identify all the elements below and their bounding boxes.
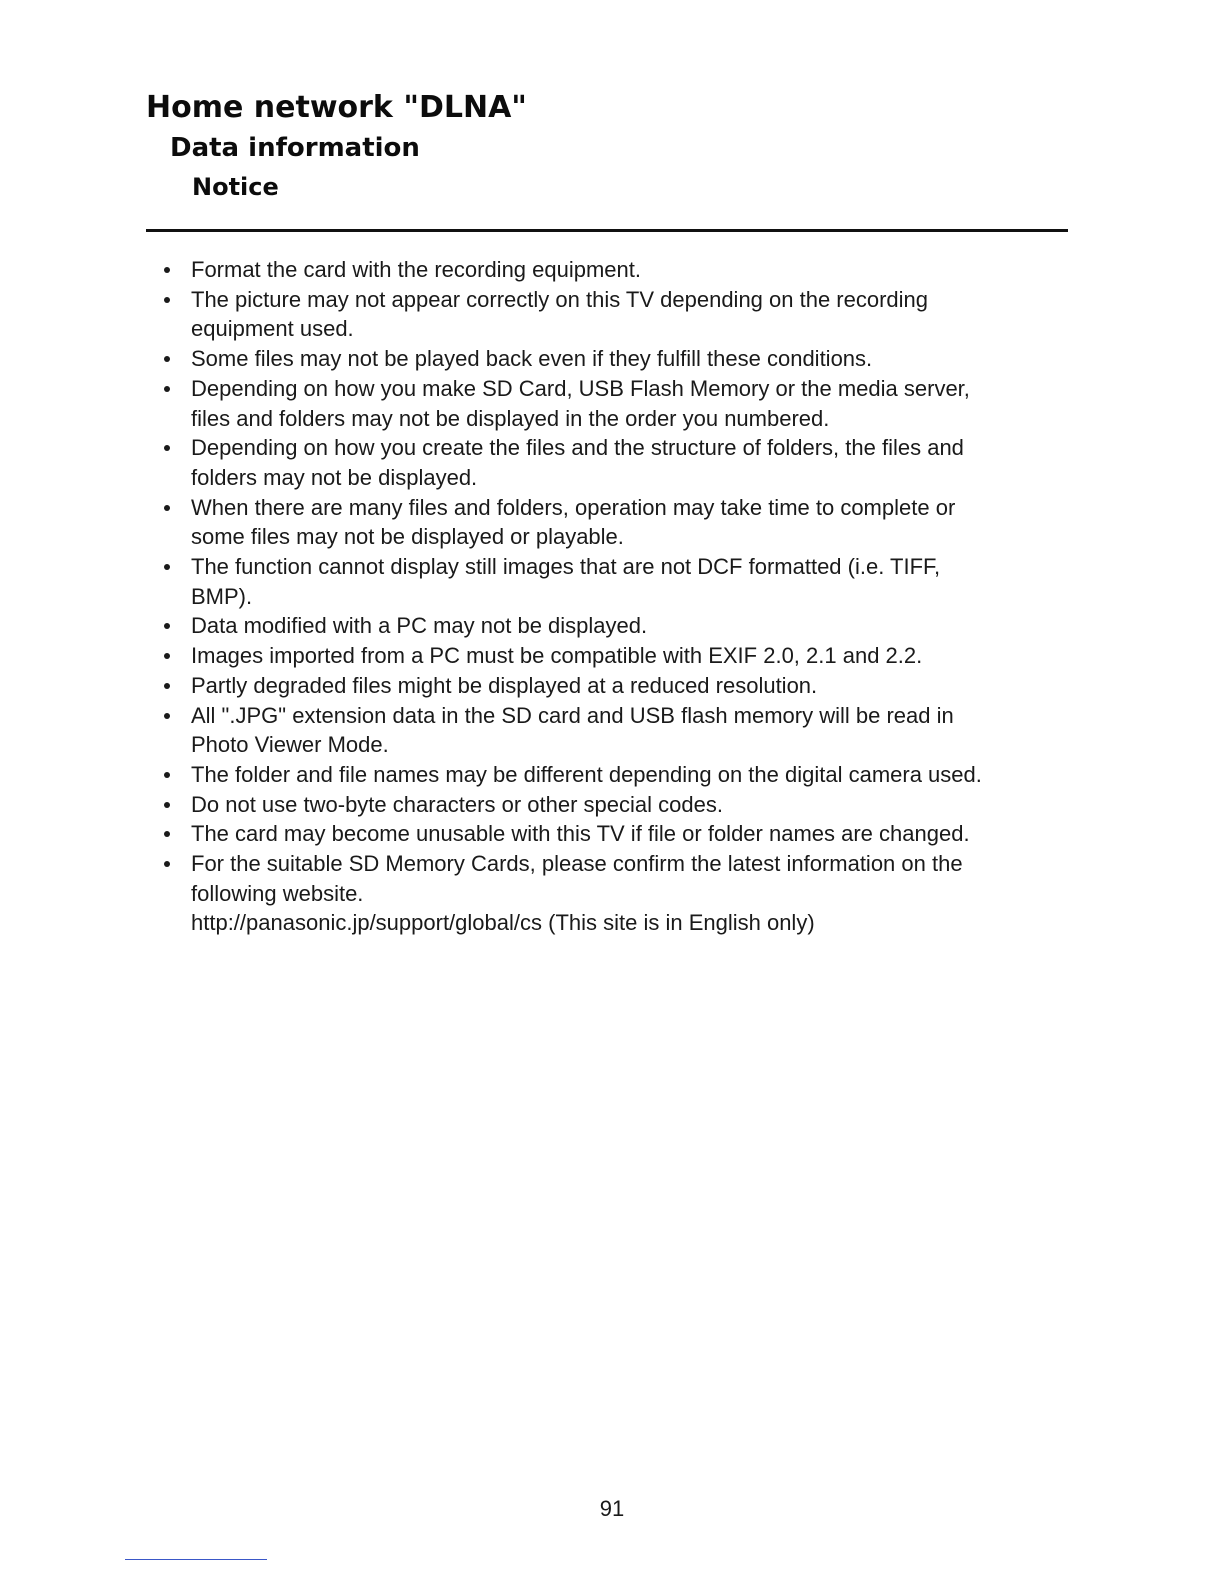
- notice-item: [160, 849, 1060, 938]
- notice-text-line: The folder and file names may be different depending on the digital camera used.: [191, 761, 982, 787]
- notice-text-line: All ".JPG" extension data in the SD card and USB flash memory will be read in: [191, 702, 954, 728]
- bullet-icon: [164, 861, 170, 867]
- notice-text-line: folders may not be displayed.: [191, 464, 478, 490]
- bullet-icon: [164, 653, 170, 659]
- notice-text-line: Depending on how you create the files and the structure of folders, the files and: [191, 435, 964, 461]
- notice-text-line: Depending on how you make SD Card, USB Flash Memory or the media server,: [191, 375, 970, 401]
- notice-text-line: some files may not be displayed or playable.: [191, 524, 624, 550]
- bullet-icon: [164, 297, 170, 303]
- bullet-icon: [164, 831, 170, 837]
- bullet-icon: [164, 445, 170, 451]
- bullet-icon: [164, 356, 170, 362]
- notice-item: [160, 552, 1060, 611]
- notice-item: [160, 493, 1060, 552]
- notice-item: [160, 433, 1060, 492]
- notice-text-line: For the suitable SD Memory Cards, please confirm the latest information on the: [191, 851, 963, 877]
- notice-text-line: Some files may not be played back even if they fulfill these conditions.: [191, 346, 873, 372]
- notice-item: [160, 611, 1060, 641]
- notice-text-line: Photo Viewer Mode.: [191, 732, 389, 758]
- notice-text-line: Data modified with a PC may not be displayed.: [191, 613, 648, 639]
- bullet-icon: [164, 505, 170, 511]
- notice-list: [160, 255, 1060, 938]
- header-divider: [146, 229, 1068, 232]
- notice-text-line: following website.: [191, 880, 364, 906]
- notice-item: [160, 819, 1060, 849]
- notice-item: [160, 790, 1060, 820]
- notice-item: [160, 671, 1060, 701]
- notice-item: [160, 760, 1060, 790]
- notice-text-line: equipment used.: [191, 316, 354, 342]
- bullet-icon: [164, 386, 170, 392]
- section-subtitle: Data information: [170, 133, 420, 163]
- bullet-icon: [164, 267, 170, 273]
- bullet-icon: [164, 713, 170, 719]
- notice-item: [160, 701, 1060, 760]
- notice-text-line: http://panasonic.jp/support/global/cs (This site is in English only): [191, 910, 815, 936]
- page-number: 91: [599, 1496, 625, 1521]
- bullet-icon: [164, 772, 170, 778]
- notice-text-line: The picture may not appear correctly on this TV depending on the recording: [191, 286, 929, 312]
- notice-text-line: Format the card with the recording equipment.: [191, 257, 642, 282]
- notice-text-line: BMP).: [191, 583, 253, 609]
- notice-text-line: When there are many files and folders, operation may take time to complete or: [191, 494, 956, 520]
- footnote-divider: [125, 1559, 267, 1560]
- notice-text-line: The card may become unusable with this TV if file or folder names are changed.: [191, 821, 970, 847]
- bullet-icon: [164, 683, 170, 689]
- bullet-icon: [164, 623, 170, 629]
- bullet-icon: [164, 802, 170, 808]
- notice-text-line: files and folders may not be displayed in the order you numbered.: [191, 405, 830, 431]
- notice-text-line: Do not use two-byte characters or other special codes.: [191, 791, 723, 817]
- notice-item: [160, 344, 1060, 374]
- bullet-icon: [164, 564, 170, 570]
- notice-item: [160, 255, 1060, 285]
- page-title: Home network "DLNA": [146, 90, 527, 125]
- notice-item: [160, 285, 1060, 344]
- notice-item: [160, 641, 1060, 671]
- notice-heading: Notice: [192, 173, 279, 201]
- notice-item: [160, 374, 1060, 433]
- notice-text-line: The function cannot display still images that are not DCF formatted (i.e. TIFF,: [191, 554, 941, 580]
- notice-text-line: Images imported from a PC must be compatible with EXIF 2.0, 2.1 and 2.2.: [191, 643, 923, 669]
- notice-text-line: Partly degraded files might be displayed at a reduced resolution.: [191, 672, 818, 698]
